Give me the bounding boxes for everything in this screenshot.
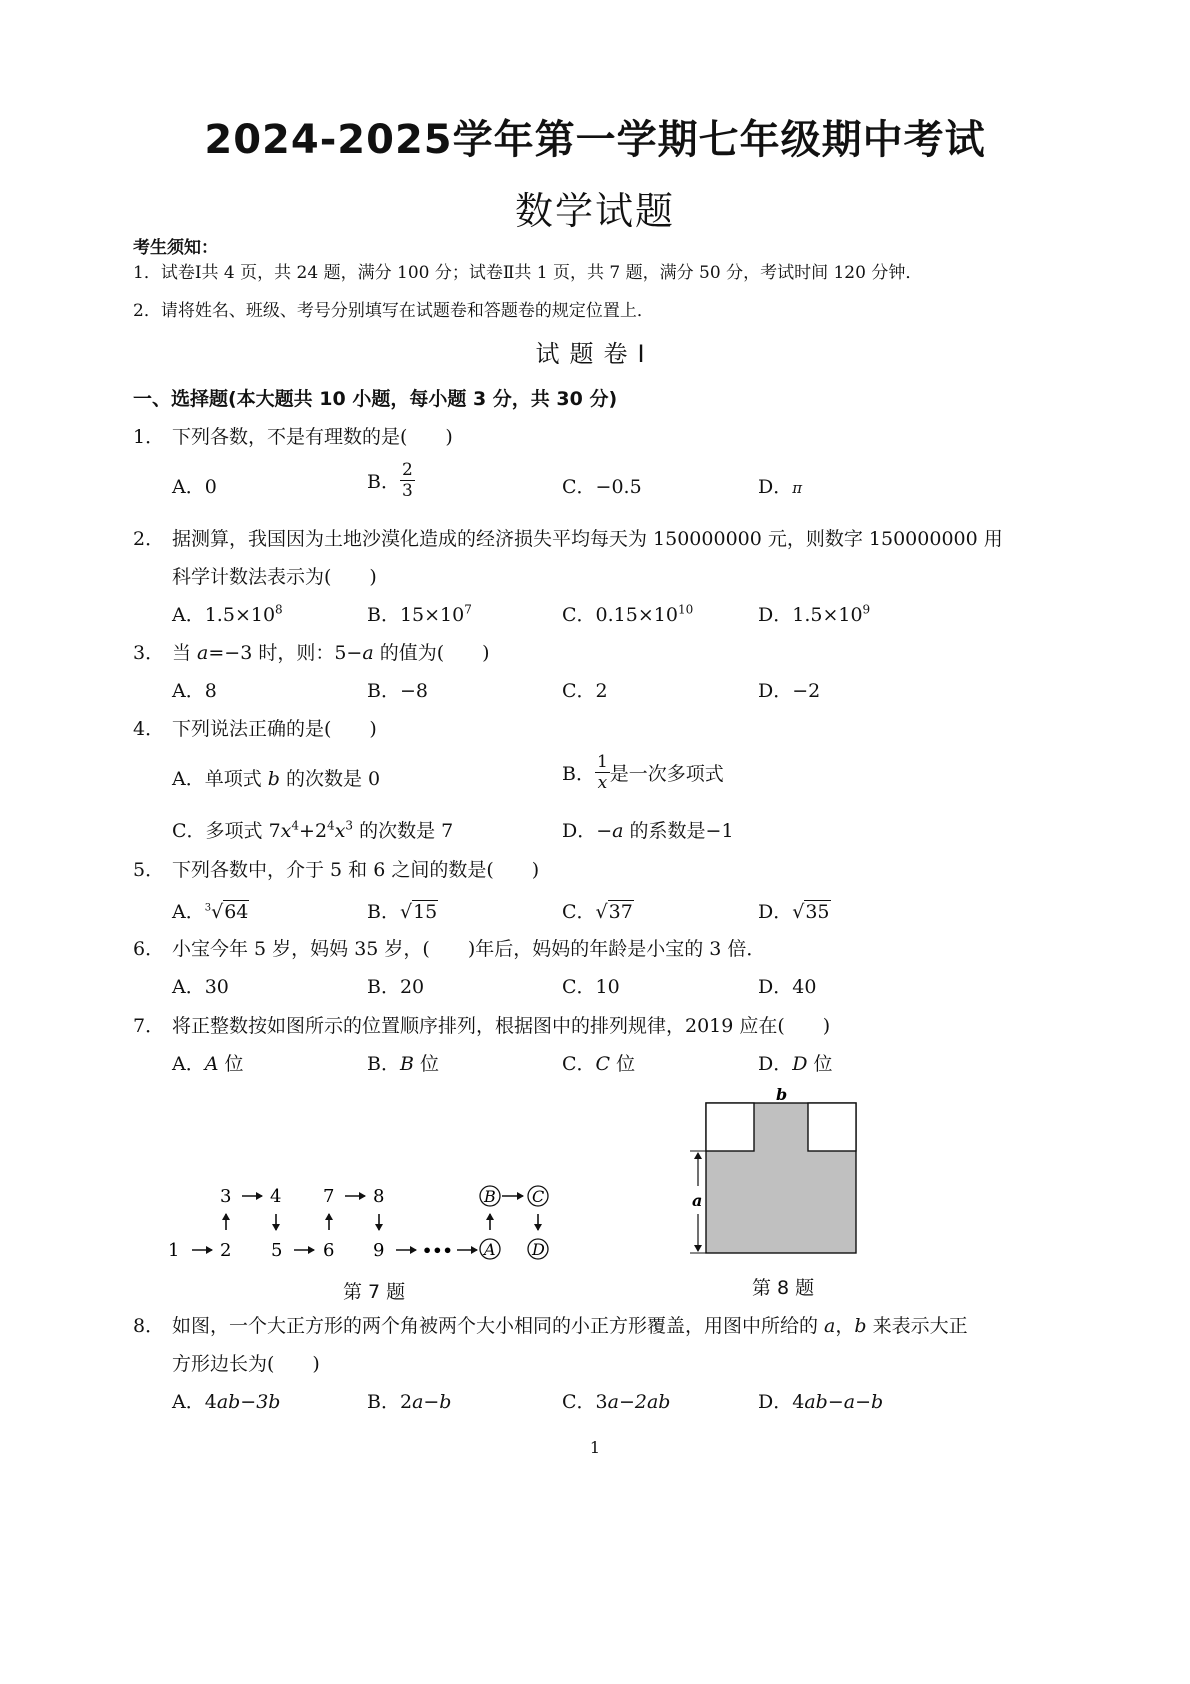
radicand: 37 [608,901,633,923]
question-stem: 将正整数按如图所示的位置顺序排列，根据图中的排列规律，2019 应在( ) [172,1015,831,1037]
question-stem: 小宝今年 5 岁，妈妈 35 岁，( )年后，妈妈的年龄是小宝的 3 倍． [172,938,766,960]
question-stem-line2: 方形边长为( ) [172,1353,320,1375]
option-b: B．−8 [367,680,428,702]
small-square-right [808,1103,856,1151]
option-b: B．B 位 [367,1053,439,1075]
denominator: 3 [401,481,413,501]
option-b: B． $\frac{1}{x}$ 是一次多项式 [562,752,724,793]
pi-symbol: π [792,479,803,497]
notice-heading: 考生须知： [133,238,218,258]
figure-7-caption: 第 7 题 [343,1281,406,1303]
question-stem: 下列说法正确的是( ) [172,718,377,740]
fraction [400,460,415,501]
radicand: 35 [805,901,830,923]
option-a: A．$^3$√64 [172,901,249,923]
option-d: D．−2 [758,680,821,702]
option-d: D．−a 的系数是−1 [562,820,734,842]
page-title: 2024-2025学年第一学期七年级期中考试 [204,117,986,163]
denominator: x [597,773,608,793]
option-c: C．−0.5 [562,476,642,498]
question-number: 1． [133,426,165,448]
question-number: 7． [133,1015,165,1037]
option-b [367,460,415,501]
page-subtitle: 数学试题 [514,189,675,233]
option-b: B．2a−b [367,1391,452,1413]
fig7-number: 6 [323,1240,335,1261]
question-stem: 据测算，我国因为土地沙漠化造成的经济损失平均每天为 150000000 元，则数字 150000000 用 [172,528,1003,550]
numerator: 1 [596,752,608,772]
question-number: 2． [133,528,165,550]
option-d [758,472,802,499]
option-label: B． [367,471,400,493]
notice-item-1: 1．试卷Ⅰ共 4 页，共 24 题，满分 100 分；试卷Ⅱ共 1 页，共 7 题，满分 50 分，考试时间 120 分钟． [133,263,923,283]
question-number: 3． [133,642,165,664]
question-number: 8． [133,1315,165,1337]
circle-label-b: B [484,1187,496,1206]
figure-8-diagram [680,1086,870,1266]
circle-label-a: A [484,1240,496,1259]
option-label: D． [758,476,793,498]
question-stem-line2: 科学计数法表示为( ) [172,566,377,588]
root-index: 3 [204,902,212,914]
option-c: C．2 [562,680,608,702]
option-c: C．10 [562,976,620,998]
option-a: A．A 位 [172,1053,244,1075]
page-number: 1 [589,1438,601,1457]
question-stem: 如图，一个大正方形的两个角被两个大小相同的小正方形覆盖，用图中所给的 a，b 来表示大正 [172,1315,968,1337]
option-d: D．√35 [758,901,830,923]
radicand: 64 [224,901,249,923]
question-stem: 下列各数，不是有理数的是( ) [172,426,453,448]
fig7-number: 1 [168,1240,180,1261]
option-a: A．8 [172,680,217,702]
question-number: 4． [133,718,165,740]
option-a: A．$1.5\times 10^8$ [172,602,283,626]
option-c: C．$0.15\times 10^{10}$ [562,602,694,626]
question-stem: 下列各数中，介于 5 和 6 之间的数是( ) [172,859,540,881]
option-c: C．C 位 [562,1053,636,1075]
label-a: a [692,1191,703,1210]
fig7-number: 7 [323,1186,335,1207]
option-d: D．4ab−a−b [758,1391,884,1413]
option-a: A．单项式 b 的次数是 0 [172,768,381,790]
fig7-number: 2 [220,1240,232,1261]
option-d: D．D 位 [758,1053,833,1075]
circle-label-d: D [532,1240,545,1259]
circle-label-c: C [532,1187,545,1206]
option-b: B．20 [367,976,425,998]
fig7-number: 3 [220,1186,232,1207]
question-number: 6． [133,938,165,960]
section-title: 试题卷Ⅰ [535,340,655,368]
fig7-ellipsis: ••• [422,1241,453,1260]
notice-item-2: 2．请将姓名、班级、考号分别填写在试题卷和答题卷的规定位置上． [133,301,654,321]
option-c: C．3a−2ab [562,1391,671,1413]
figure-8-caption: 第 8 题 [752,1277,815,1299]
option-c: C．√37 [562,901,633,923]
option-a: A．30 [172,976,229,998]
question-number: 5． [133,859,165,881]
label-b: b [776,1086,788,1104]
question-stem: 当 a=−3 时，则：5−a 的值为( ) [172,642,490,664]
option-a: A．4ab−3b [172,1391,281,1413]
option-d: D．$1.5\times 10^9$ [758,602,871,626]
option-d: D．40 [758,976,817,998]
option-b: B．√15 [367,901,438,923]
fig7-number: 9 [373,1240,385,1261]
numerator: 2 [401,460,413,480]
figure-7-diagram [160,1180,570,1270]
fraction [595,752,610,793]
option-a: A．0 [172,476,217,498]
small-square-left [706,1103,754,1151]
fig7-number: 5 [271,1240,283,1261]
fig7-number: 8 [373,1186,385,1207]
part-heading: 一、选择题(本大题共 10 小题，每小题 3 分，共 30 分) [133,388,618,410]
fig7-number: 4 [270,1186,282,1207]
option-b: B．$15\times 10^7$ [367,602,472,626]
radicand: 15 [413,901,438,923]
option-c: C．多项式 $7x^4+2^4x^3$ 的次数是 7 [172,818,454,842]
